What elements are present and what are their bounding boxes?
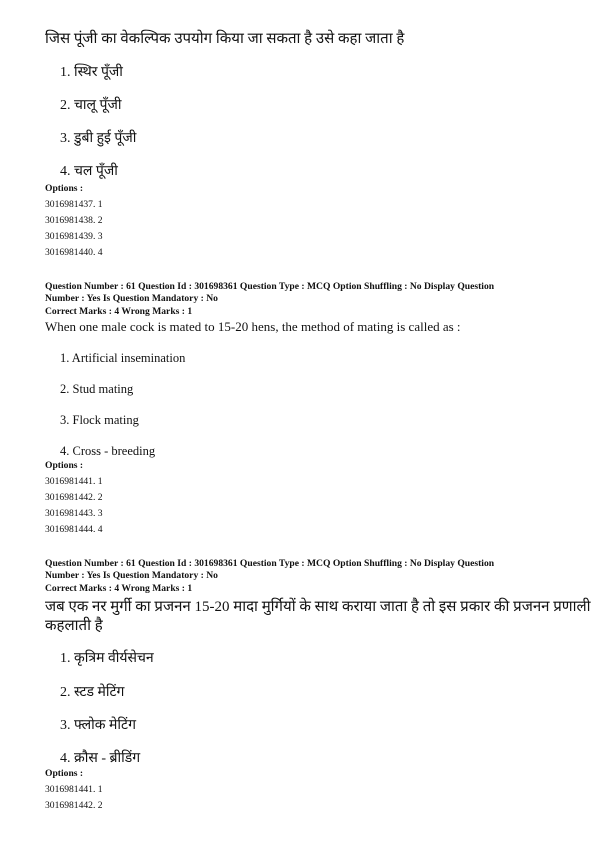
option-id: 3016981439. 3 (45, 231, 103, 242)
options-label: Options : (45, 768, 84, 779)
options-label: Options : (45, 183, 84, 194)
option-id: 3016981442. 2 (45, 492, 103, 503)
choice-3: 3. डुबी हुई पूँजी (60, 131, 137, 146)
option-id: 3016981444. 4 (45, 524, 103, 535)
question-text: When one male cock is mated to 15-20 hens, the method of mating is called as : (45, 319, 461, 334)
choice-3: 3. फ्लोक मेटिंग (60, 718, 136, 733)
choice-2: 2. Stud mating (60, 382, 134, 396)
marks-info: Correct Marks : 4 Wrong Marks : 1 (45, 583, 193, 594)
choice-1: 1. कृत्रिम वीर्यसेचन (60, 651, 154, 666)
choice-1: 1. Artificial insemination (60, 351, 186, 365)
choice-4: 4. चल पूँजी (60, 164, 118, 179)
question-meta: Number : Yes Is Question Mandatory : No (45, 293, 218, 304)
question-text: जब एक नर मुर्गी का प्रजनन 15-20 मादा मुर्गियों के साथ कराया जाता है तो इस प्रकार की प्रजनन प्रणाली (45, 599, 591, 615)
choice-4: 4. क्रौस - ब्रीडिंग (60, 751, 141, 766)
choice-4: 4. Cross - breeding (60, 444, 156, 458)
option-id: 3016981441. 1 (45, 476, 103, 487)
option-id: 3016981440. 4 (45, 247, 103, 258)
question-text: जिस पूंजी का वेकल्पिक उपयोग किया जा सकता है उसे कहा जाता है (45, 31, 405, 47)
option-id: 3016981437. 1 (45, 199, 103, 210)
question-meta: Question Number : 61 Question Id : 301698361 Question Type : MCQ Option Shuffling : No Display Question (45, 558, 495, 569)
choice-1: 1. स्थिर पूँजी (60, 65, 123, 80)
marks-info: Correct Marks : 4 Wrong Marks : 1 (45, 306, 193, 317)
question-text: कहलाती है (45, 618, 103, 634)
option-id: 3016981443. 3 (45, 508, 103, 519)
option-id: 3016981441. 1 (45, 784, 103, 795)
options-label: Options : (45, 460, 84, 471)
option-id: 3016981442. 2 (45, 800, 103, 811)
choice-2: 2. चालू पूँजी (60, 98, 122, 113)
choice-3: 3. Flock mating (60, 413, 139, 427)
choice-2: 2. स्टड मेटिंग (60, 685, 125, 700)
question-meta: Number : Yes Is Question Mandatory : No (45, 570, 218, 581)
option-id: 3016981438. 2 (45, 215, 103, 226)
question-meta: Question Number : 61 Question Id : 301698361 Question Type : MCQ Option Shuffling : No Display Question (45, 281, 495, 292)
